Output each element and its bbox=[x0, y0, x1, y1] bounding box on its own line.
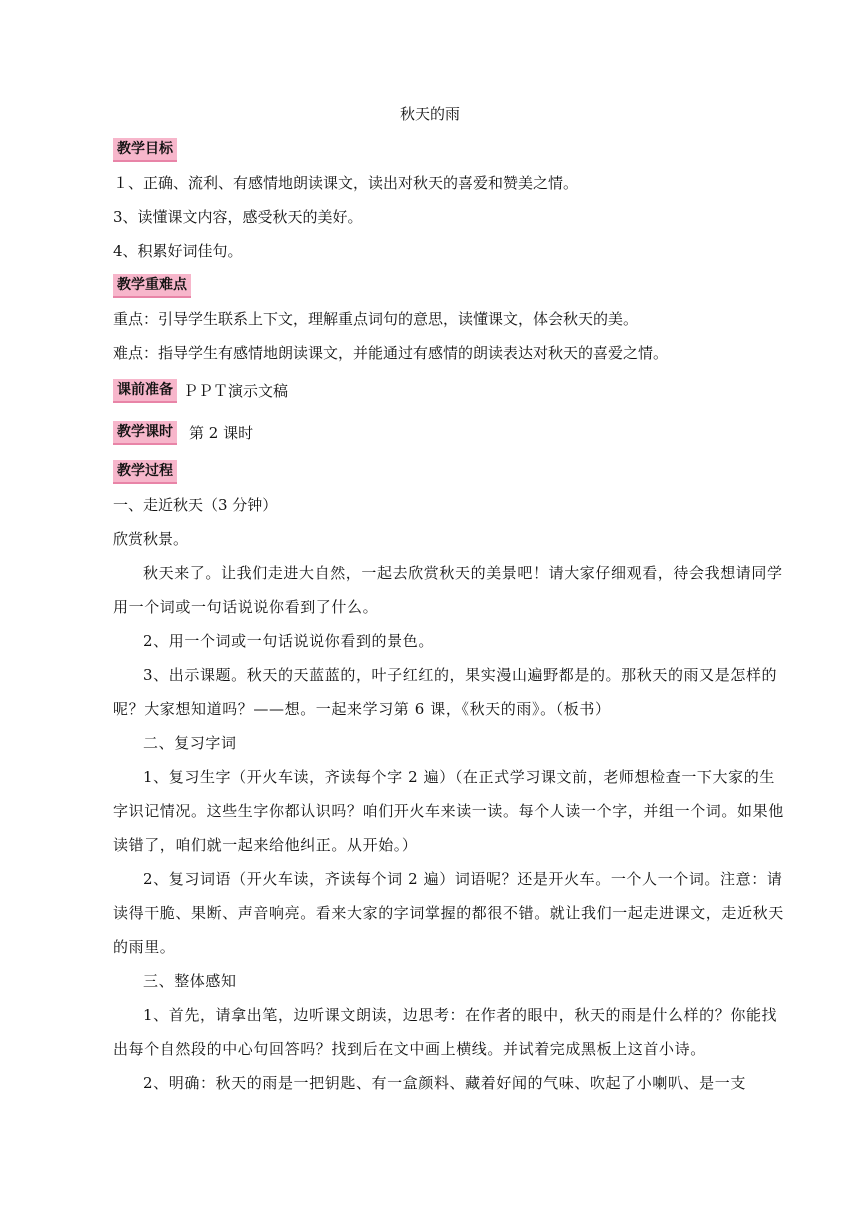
prep-row bbox=[113, 370, 785, 410]
key-point-item: 重点：引导学生联系上下文，理解重点词句的意思，读懂课文，体会秋天的美。 bbox=[113, 310, 639, 328]
document-body bbox=[113, 132, 785, 1100]
hours-heading: 教学课时 bbox=[113, 421, 177, 445]
process-paragraph: 二、复习字词 bbox=[143, 734, 237, 752]
process-paragraph: 三、整体感知 bbox=[143, 972, 237, 990]
process-heading: 教学过程 bbox=[113, 460, 177, 484]
process-paragraph: 2、复习词语（开火车读，齐读每个词 2 遍）词语呢？还是开火车。一个人一个词。注意：请读得干脆、果断、声音响亮。看来大家的字词掌握的都很不错。就让我们一起走进课文，走近秋天的雨里。 bbox=[113, 870, 784, 956]
goal-item: 3、读懂课文内容，感受秋天的美好。 bbox=[113, 208, 363, 226]
process-paragraph: 1、复习生字（开火车读，齐读每个字 2 遍）（在正式学习课文前，老师想检查一下大家的生字识记情况。这些生字你都认识吗？咱们开火车来读一读。每个人读一个字，并组一个词。如果他读错了，咱们就一起来给他纠正。从开始。） bbox=[113, 768, 784, 854]
document-title: 秋天的雨 bbox=[399, 105, 460, 123]
process-paragraph: 3、出示课题。秋天的天蓝蓝的，叶子红红的，果实漫山遍野都是的。那秋天的雨又是怎样的呢？大家想知道吗？——想。一起来学习第 6 课，《秋天的雨》。（板书） bbox=[113, 666, 778, 718]
process-paragraph: 秋天来了。让我们走进大自然，一起去欣赏秋天的美景吧！请大家仔细观看，待会我想请同学用一个词或一句话说说你看到了什么。 bbox=[113, 564, 783, 616]
prep-text: ＰＰＴ演示文稿 bbox=[183, 382, 289, 400]
goals-heading-row bbox=[113, 132, 785, 166]
goals-heading: 教学目标 bbox=[113, 138, 177, 162]
process-paragraph: 2、明确：秋天的雨是一把钥匙、有一盒颜料、藏着好闻的气味、吹起了小喇叭、是一支 bbox=[143, 1074, 746, 1092]
goal-item: 4、积累好词佳句。 bbox=[113, 242, 243, 260]
goal-item: １、正确、流利、有感情地朗读课文，读出对秋天的喜爱和赞美之情。 bbox=[113, 174, 579, 192]
process-paragraph: 1、首先，请拿出笔，边听课文朗读，边思考：在作者的眼中，秋天的雨是什么样的？你能找出每个自然段的中心句回答吗？找到后在文中画上横线。并试着完成黑板上这首小诗。 bbox=[113, 1006, 778, 1058]
process-line: 欣赏秋景。 bbox=[113, 530, 189, 548]
process-heading-row bbox=[113, 454, 785, 488]
prep-heading: 课前准备 bbox=[113, 379, 177, 403]
key-points-heading: 教学重难点 bbox=[113, 274, 191, 298]
hours-row bbox=[113, 410, 785, 454]
key-heading-row bbox=[113, 268, 785, 302]
process-line: 一、走近秋天（3 分钟） bbox=[113, 496, 278, 514]
hours-text: 第 2 课时 bbox=[189, 424, 254, 442]
key-point-item: 难点：指导学生有感情地朗读课文，并能通过有感情的朗读表达对秋天的喜爱之情。 bbox=[113, 344, 669, 362]
process-paragraph: 2、用一个词或一句话说说你看到的景色。 bbox=[143, 632, 434, 650]
